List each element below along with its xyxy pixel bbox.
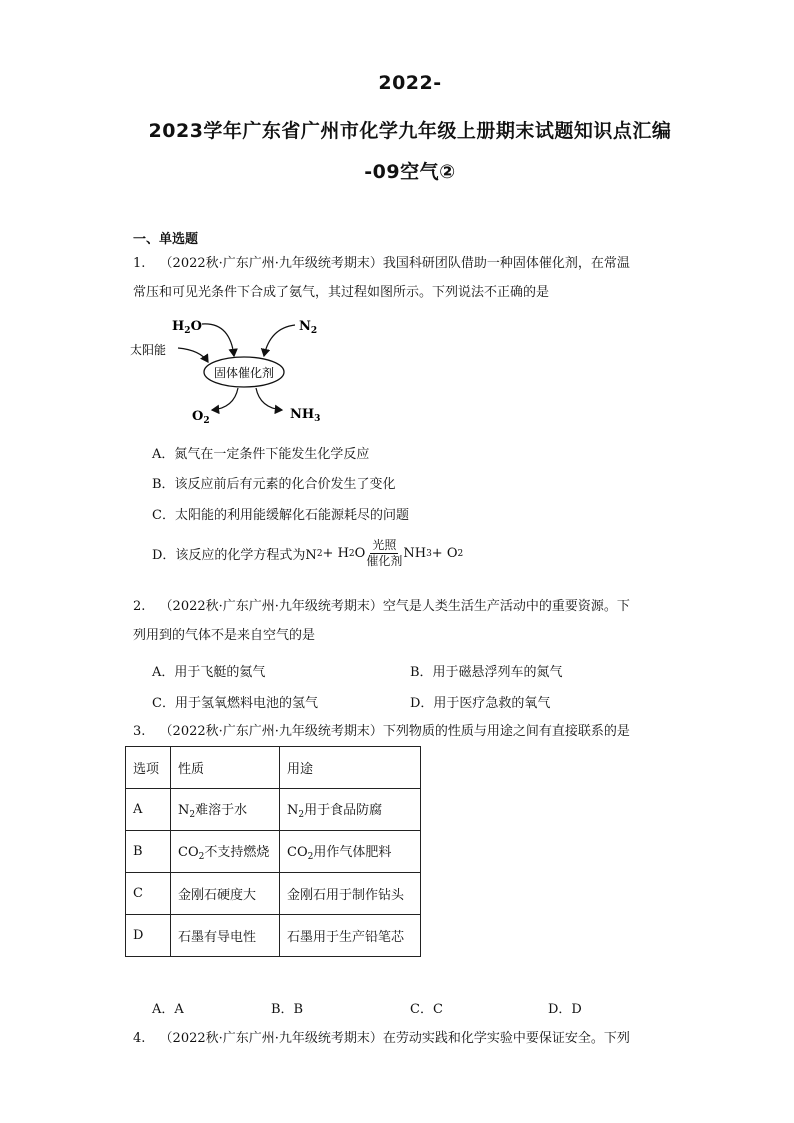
catalyst-diagram [130,310,330,430]
table-header-row [126,747,421,789]
question-3: 3. （2022秋·广东广州·九年级统考期末）下列物质的性质与用途之间有直接联系的是 [133,724,630,739]
section-heading: 一、单选题 [133,232,199,247]
table-row: A $N_2$难溶于水 $N_2$用于食品防腐 [126,789,421,831]
q1-option-b: B．该反应前后有元素的化合价发生了变化 [152,477,396,492]
question-source: （2022秋·广东广州·九年级统考期末） [159,256,383,271]
doc-title-line-1: 2022- [378,72,442,94]
table-header: 性质 [171,747,280,789]
table-row: D 石墨有导电性 石墨用于生产铅笔芯 [126,915,421,957]
table-row: C 金刚石硬度大 金刚石用于制作钻头 [126,873,421,915]
property-use-table [125,746,421,957]
reaction-condition: $\frac{\text{光照}}{\text{催化剂}}$ [366,538,403,568]
question-2-line-2: 列用到的气体不是来自空气的是 [133,628,316,643]
nh3-label: $NH_3$ [290,407,321,424]
q1-option-c: C．太阳能的利用能缓解化石能源耗尽的问题 [152,508,409,523]
question-text: 我国科研团队借助一种固体催化剂，在常温 [382,256,630,271]
question-4: 4. （2022秋·广东广州·九年级统考期末）在劳动实践和化学实验中要保证安全。下列 [133,1031,630,1046]
doc-title-line-2: 2023学年广东省广州市化学九年级上册期末试题知识点汇编 [148,120,672,142]
q3-option-c: C．C [410,1002,443,1017]
question-number: 1. [133,256,146,271]
q1-option-a: A．氮气在一定条件下能发生化学反应 [152,447,370,462]
arrow-nh3 [256,388,282,410]
arrow-o2 [212,388,238,410]
q3-option-b: B．B [271,1002,304,1017]
question-1 [133,254,663,274]
h2o-label: $H_2O$ [172,319,202,336]
q2-option-d: D．用于医疗急救的氧气 [410,696,551,711]
table-header: 用途 [280,747,421,789]
table-header: 选项 [126,747,171,789]
arrow-sun [178,348,208,362]
arrow-h2o [202,324,234,356]
sun-label: 太阳能 [130,343,167,357]
catalyst-label: 固体催化剂 [213,366,275,380]
q3-option-a: A．A [152,1002,184,1017]
o2-label: $O_2$ [192,409,210,426]
arrow-n2 [264,325,295,356]
q2-option-b: B．用于磁悬浮列车的氮气 [410,665,563,680]
n2-label: $N_2$ [299,319,318,336]
table-row: B $CO_2$不支持燃烧 $CO_2$用作气体肥料 [126,831,421,873]
q2-option-a: A．用于飞艇的氦气 [152,665,266,680]
doc-title-line-3: -09空气② [364,161,456,183]
question-1-line-2: 常压和可见光条件下合成了氨气，其过程如图所示。下列说法不正确的是 [133,285,550,300]
q3-option-d: D．D [548,1002,582,1017]
q1-option-d: D．该反应的化学方程式为N 2 + H 2 O $\frac{\text{光照}}{\text{催化剂}}$ NH 3 + O 2 [152,538,464,568]
q2-option-c: C．用于氢氧燃料电池的氢气 [152,696,318,711]
question-2: 2. （2022秋·广东广州·九年级统考期末）空气是人类生活生产活动中的重要资源。下 [133,599,630,614]
